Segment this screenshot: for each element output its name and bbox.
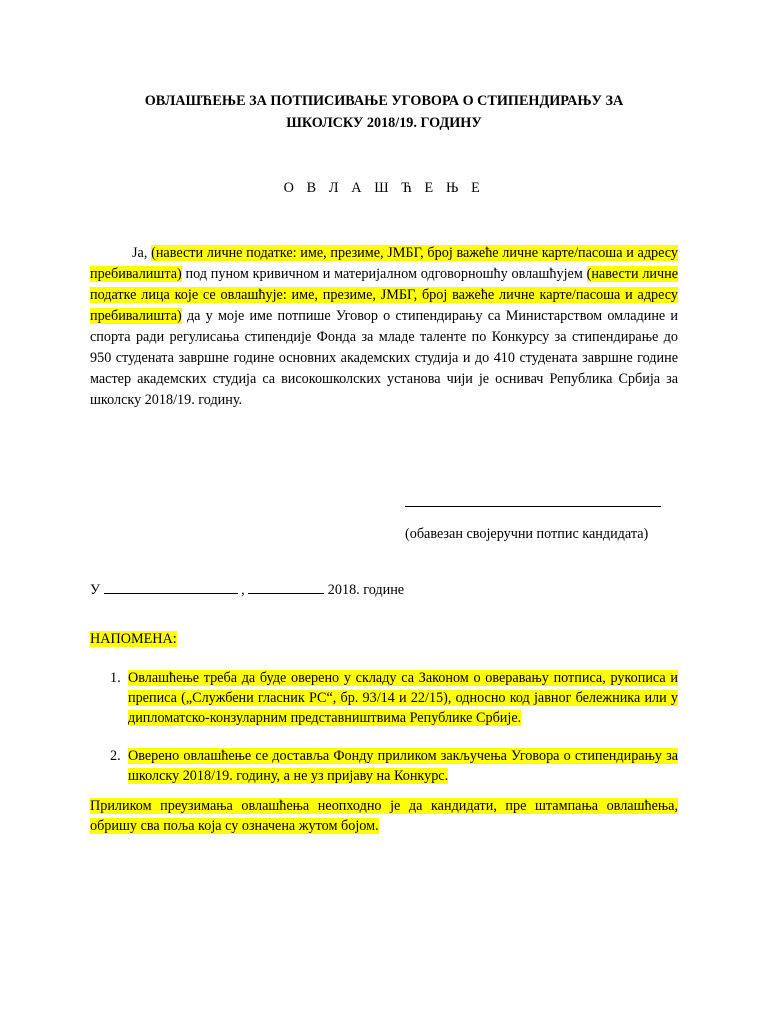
highlight-grantor-details: (навести личне податке: име, презиме, ЈМБГ, број важеће личне карте/пасоша и адресу пребивалишта) — [90, 245, 678, 282]
place-separator: , — [241, 582, 245, 598]
place-blank — [104, 580, 238, 594]
date-suffix: 2018. године — [327, 582, 405, 598]
place-date-line — [90, 580, 404, 599]
note-heading-text: НАПОМЕНА: — [90, 631, 177, 647]
authorization-heading: О В Л А Ш Ћ Е Њ Е — [283, 180, 485, 196]
authorization-body — [90, 243, 678, 411]
note-item — [90, 668, 678, 728]
place-prefix: У — [90, 582, 101, 598]
body-part-1: Ја, — [132, 245, 148, 261]
document-title — [90, 90, 678, 134]
body-part-2: под пуном кривичном и материјалном одговорношћу овлашћујем — [185, 266, 583, 282]
body-part-3: да у моје име потпише Уговор о стипендирању са Министарством омладине и спорта ради регулисања стипендије Фонда за младе таленте по Конкурсу за стипендирање до 950 студената завршне године основних академских студија и до 410 студената завршне године мастер академских студија са високошколских установа чији је оснивач Република Србија за школску 2018/19. годину. — [90, 308, 678, 408]
note-heading — [90, 631, 177, 648]
footer-instruction — [90, 796, 678, 836]
highlight-proxy-details: (навести личне податке лица које се овлашћује: име, презиме, ЈМБГ, број важеће личне карте/пасоша и адресу пребивалишта) — [90, 266, 679, 324]
title-line-2: ШКОЛСКУ 2018/19. ГОДИНУ — [286, 115, 482, 131]
signature-line — [405, 506, 661, 507]
note-item — [90, 746, 678, 786]
note-text: Оверено овлашћење се доставља Фонду приликом закључења Уговора о стипендирању за школску 2018/19. годину, а не уз пријаву на Конкурс. — [128, 748, 678, 784]
note-number: 1. — [110, 670, 121, 686]
footer-text: Приликом преузимања овлашћења неопходно је да кандидати, пре штампања овлашћења, обришу сва поља која су означена жутом бојом. — [90, 798, 678, 834]
notes-list — [90, 668, 678, 804]
note-text: Овлашћење треба да буде оверено у складу са Законом о оверавању потписа, рукописа и преписа („Службени гласник РС“, бр. 93/14 и 22/15), односно код јавног бележника или у дипломатско-конзуларним представништвима Републике Србије. — [128, 670, 678, 726]
signature-caption: (обавезан својеручни потпис кандидата) — [405, 526, 649, 542]
title-line-1: ОВЛАШЋЕЊЕ ЗА ПОТПИСИВАЊЕ УГОВОРА О СТИПЕНДИРАЊУ ЗА — [144, 93, 624, 109]
note-number: 2. — [110, 748, 121, 764]
date-blank — [248, 580, 324, 594]
